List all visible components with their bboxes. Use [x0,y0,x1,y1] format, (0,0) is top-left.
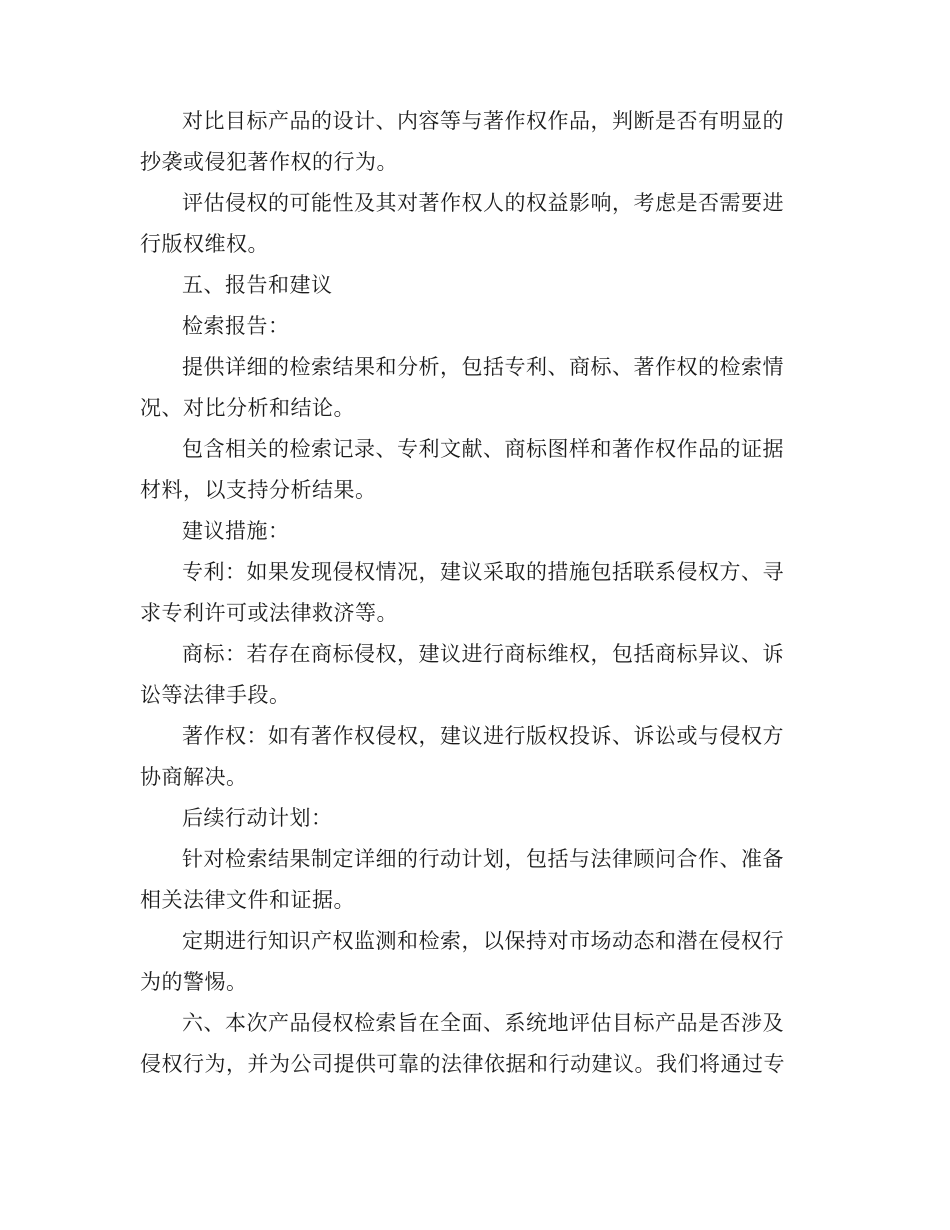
subheading-recommendations: 建议措施： [182,519,290,543]
paragraph-conclusion: 六、本次产品侵权检索旨在全面、系统地评估目标产品是否涉及侵权行为，并为公司提供可靠的法律依据和行动建议。我们将通过专 [140,1011,785,1076]
paragraph-infringement-assessment: 评估侵权的可能性及其对著作权人的权益影响，考虑是否需要进行版权维权。 [140,191,784,256]
paragraph-search-results: 提供详细的检索结果和分析，包括专利、商标、著作权的检索情况、对比分析和结论。 [140,355,784,420]
paragraph-detailed-plan: 针对检索结果制定详细的行动计划，包括与法律顾问合作、准备相关法律文件和证据。 [140,847,784,912]
paragraph-evidence-materials: 包含相关的检索记录、专利文献、商标图样和著作权作品的证据材料，以支持分析结果。 [140,437,784,502]
paragraph-copyright-measures: 著作权：如有著作权侵权，建议进行版权投诉、诉讼或与侵权方协商解决。 [140,724,784,789]
paragraph-copyright-comparison: 对比目标产品的设计、内容等与著作权作品，判断是否有明显的抄袭或侵犯著作权的行为。 [140,109,784,174]
paragraph-trademark-measures: 商标：若存在商标侵权，建议进行商标维权，包括商标异议、诉讼等法律手段。 [140,642,784,707]
paragraph-monitoring: 定期进行知识产权监测和检索，以保持对市场动态和潜在侵权行为的警惕。 [140,929,784,994]
paragraph-patent-measures: 专利：如果发现侵权情况，建议采取的措施包括联系侵权方、寻求专利许可或法律救济等。 [140,560,784,625]
subheading-action-plan: 后续行动计划： [182,806,333,830]
section-heading-report: 五、报告和建议 [182,273,333,297]
subheading-search-report: 检索报告： [182,314,290,338]
document-body [140,101,800,1085]
